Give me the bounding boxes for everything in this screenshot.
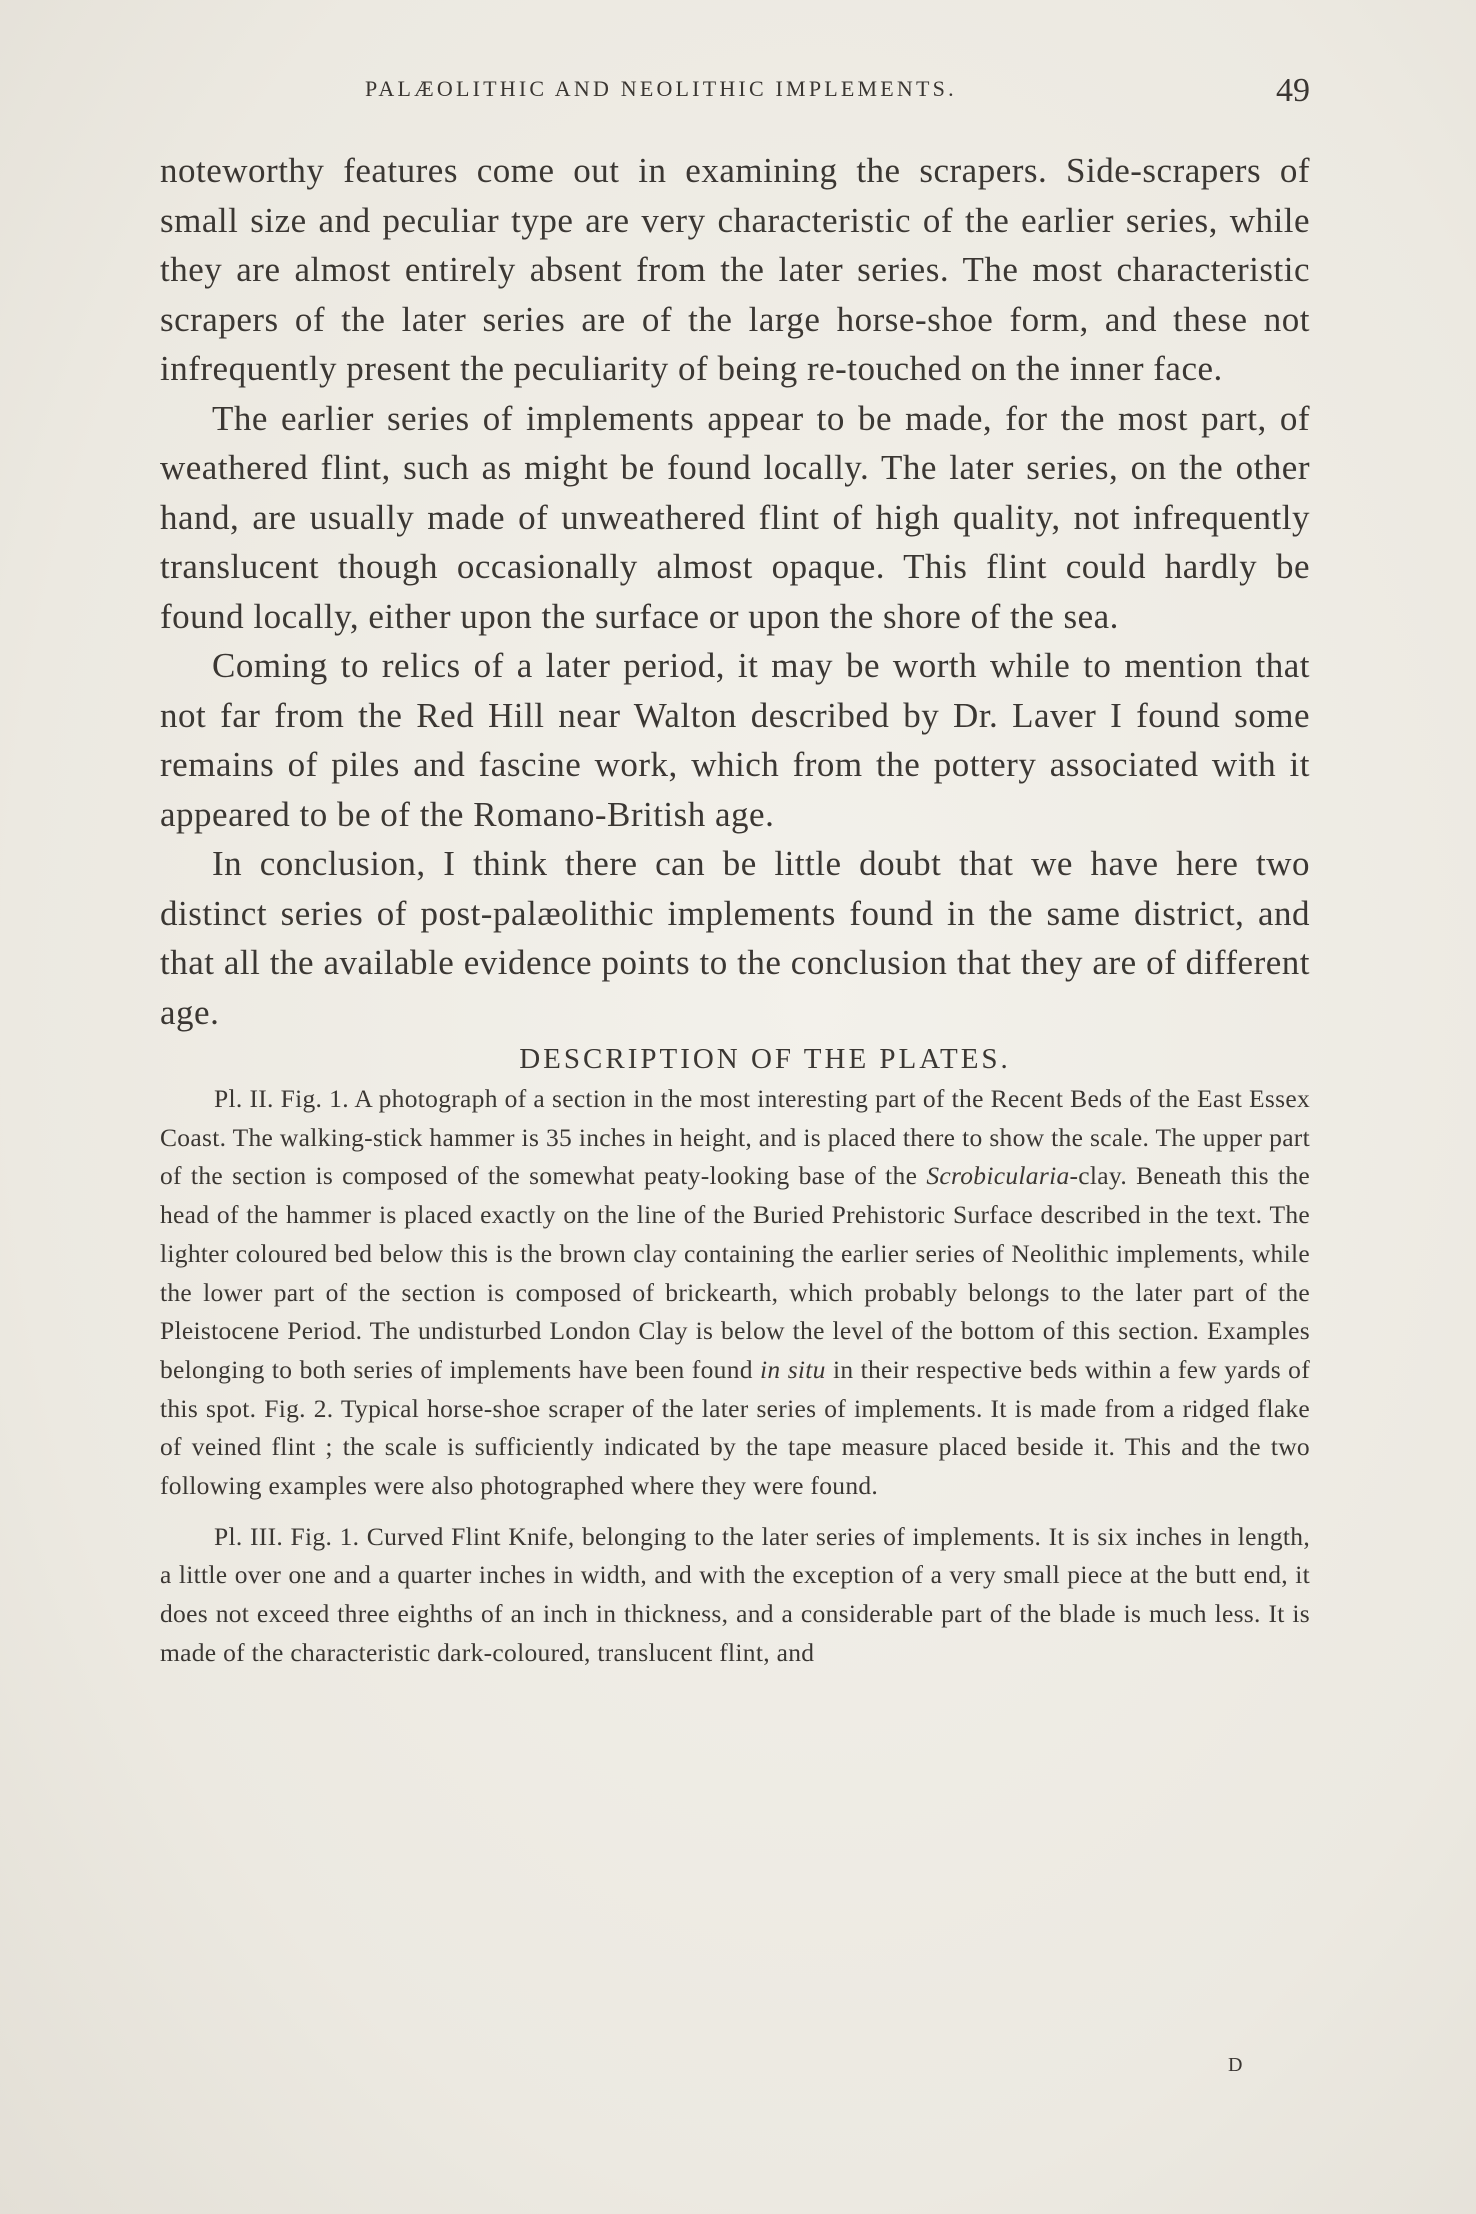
- signature-mark: D: [1228, 2054, 1244, 2076]
- paragraph: Coming to relics of a later period, it may be worth while to mention that not far from the Red Hill near Walton described by Dr. Laver I found some remains of piles and fascine work, which from the pottery associated with it appeared to be of the Romano-British age.: [160, 646, 1310, 834]
- running-title: PALÆOLITHIC AND NEOLITHIC IMPLEMENTS.: [365, 76, 957, 101]
- page-number: 49: [1276, 72, 1310, 109]
- scrobicularia-term: Scrobicularia: [926, 1161, 1070, 1191]
- in-situ-term: in situ: [760, 1354, 826, 1384]
- main-text: [160, 146, 1310, 1673]
- plate-ii-text-3: in their respective beds within a few yards of this spot. Fig. 2. Typical horse-shoe scraper of the later series of implements. It is made from a ridged flake of veined flint ; the scale is sufficiently indicated by the tape measure placed beside it. This and the two following examples were also photographed where they were found.: [160, 1354, 1310, 1501]
- plate-ii-text-2: -clay. Beneath this the head of the hammer is placed exactly on the line of the Buried Prehistoric Surface described in the text. The lighter coloured bed below this is the brown clay containing the earlier series of Neolithic implements, while the lower part of the section is composed of brickearth, which probably belongs to the later part of the Pleistocene Period. The undisturbed London Clay is below the level of the bottom of this section. Examples belonging to both series of implements have been found: [160, 1161, 1311, 1384]
- paragraph: noteworthy features come out in examining the scrapers. Side-scrapers of small size and peculiar type are very characteristic of the earlier series, while they are almost entirely absent from the later series. The most characteristic scrapers of the later series are of the large horse-shoe form, and these not infrequently present the peculiarity of being re-touched on the inner face.: [160, 151, 1310, 388]
- plate-iii-description: Pl. III. Fig. 1. Curved Flint Knife, belonging to the later series of implements. It is six inches in length, a little over one and a quarter inches in width, and with the exception of a very small piece at the butt end, it does not exceed three eighths of an inch in thickness, and a considerable part of the blade is much less. It is made of the characteristic dark-coloured, translucent flint, and: [160, 1521, 1310, 1667]
- plates-description: [160, 1080, 1310, 1673]
- section-heading: DESCRIPTION OF THE PLATES.: [519, 1043, 1011, 1075]
- plate-ii-description: [160, 1080, 1310, 1506]
- paragraph: In conclusion, I think there can be little doubt that we have here two distinct series of post-palæolithic implements found in the same district, and that all the available evidence points to the conclusion that they are of different age.: [160, 844, 1310, 1032]
- plate-ii-text-1: Pl. II. Fig. 1. A photograph of a section in the most interesting part of the Recent Beds of the East Essex Coast. The walking-stick hammer is 35 inches in height, and is placed there to show the scale. The upper part of the section is composed of the somewhat peaty-looking base of the: [160, 1084, 1310, 1191]
- page-header: [160, 72, 1310, 112]
- paragraph: The earlier series of implements appear to be made, for the most part, of weathered flint, such as might be found locally. The later series, on the other hand, are usually made of unweathered flint of high quality, not infrequently translucent though occasionally almost opaque. This flint could hardly be found locally, either upon the surface or upon the shore of the sea.: [160, 398, 1310, 636]
